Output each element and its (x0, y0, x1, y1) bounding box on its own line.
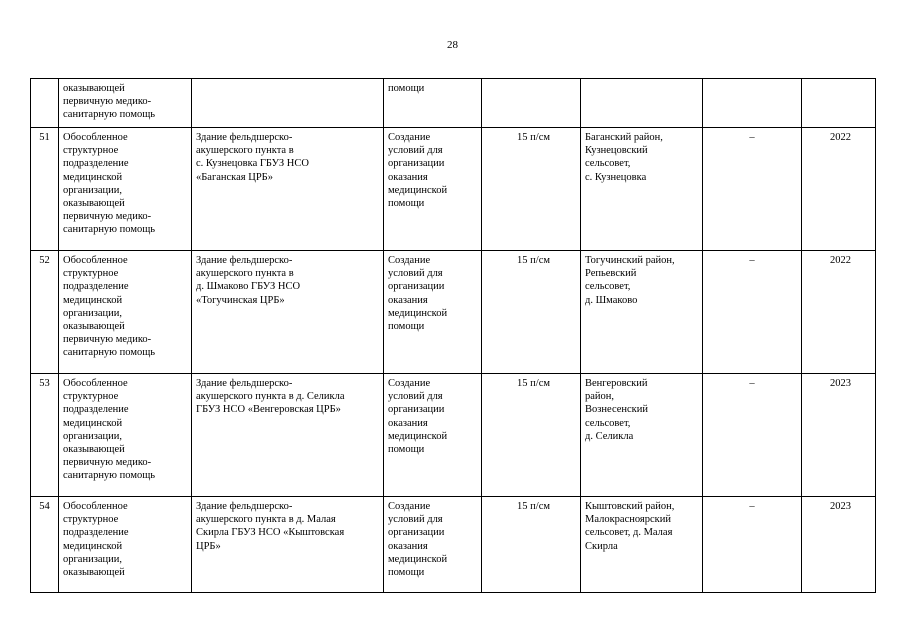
page-number: 28 (447, 39, 458, 51)
cell-location (581, 79, 703, 128)
cell-number: 52 (31, 251, 59, 374)
cell-purpose: Создание условий для организации оказания медицинской помощи (384, 128, 482, 251)
cell-building: Здание фельдшерско- акушерского пункта в с. Кузнецовка ГБУЗ НСО «Баганская ЦРБ» (192, 128, 384, 251)
table-row (31, 251, 876, 374)
cell-purpose: Создание условий для организации оказания медицинской помощи (384, 374, 482, 497)
cell-col7: – (703, 128, 802, 251)
cell-number: 54 (31, 497, 59, 593)
cell-building: Здание фельдшерско- акушерского пункта в д. Малая Скирла ГБУЗ НСО «Кыштовская ЦРБ» (192, 497, 384, 593)
cell-col7: – (703, 497, 802, 593)
cell-location: Тогучинский район, Репьевский сельсовет, д. Шмаково (581, 251, 703, 374)
cell-building: Здание фельдшерско- акушерского пункта в д. Селикла ГБУЗ НСО «Венгеровская ЦРБ» (192, 374, 384, 497)
table-row-continuation (31, 79, 876, 128)
cell-purpose: Создание условий для организации оказания медицинской помощи (384, 251, 482, 374)
table-row (31, 497, 876, 593)
cell-location: Баганский район, Кузнецовский сельсовет, с. Кузнецовка (581, 128, 703, 251)
cell-purpose: Создание условий для организации оказания медицинской помощи (384, 497, 482, 593)
cell-capacity (482, 79, 581, 128)
cell-year (802, 79, 876, 128)
cell-capacity: 15 п/см (482, 374, 581, 497)
cell-object-type: Обособленное структурное подразделение медицинской организации, оказывающей первичную медико- санитарную помощь (59, 374, 192, 497)
cell-object-type: Обособленное структурное подразделение медицинской организации, оказывающей первичную медико- санитарную помощь (59, 251, 192, 374)
cell-object-type: оказывающей первичную медико- санитарную помощь (59, 79, 192, 128)
cell-building (192, 79, 384, 128)
cell-year: 2022 (802, 251, 876, 374)
cell-location: Венгеровский район, Вознесенский сельсовет, д. Селикла (581, 374, 703, 497)
objects-table (30, 78, 876, 593)
cell-capacity: 15 п/см (482, 251, 581, 374)
cell-col7: – (703, 374, 802, 497)
cell-year: 2022 (802, 128, 876, 251)
cell-object-type: Обособленное структурное подразделение медицинской организации, оказывающей (59, 497, 192, 593)
table-row (31, 128, 876, 251)
cell-purpose: помощи (384, 79, 482, 128)
cell-capacity: 15 п/см (482, 128, 581, 251)
cell-year: 2023 (802, 497, 876, 593)
cell-number: 51 (31, 128, 59, 251)
cell-capacity: 15 п/см (482, 497, 581, 593)
cell-col7: – (703, 251, 802, 374)
cell-object-type: Обособленное структурное подразделение медицинской организации, оказывающей первичную медико- санитарную помощь (59, 128, 192, 251)
cell-location: Кыштовский район, Малокрасноярский сельсовет, д. Малая Скирла (581, 497, 703, 593)
table-row (31, 374, 876, 497)
cell-building: Здание фельдшерско- акушерского пункта в д. Шмаково ГБУЗ НСО «Тогучинская ЦРБ» (192, 251, 384, 374)
cell-col7 (703, 79, 802, 128)
cell-year: 2023 (802, 374, 876, 497)
cell-number (31, 79, 59, 128)
cell-number: 53 (31, 374, 59, 497)
